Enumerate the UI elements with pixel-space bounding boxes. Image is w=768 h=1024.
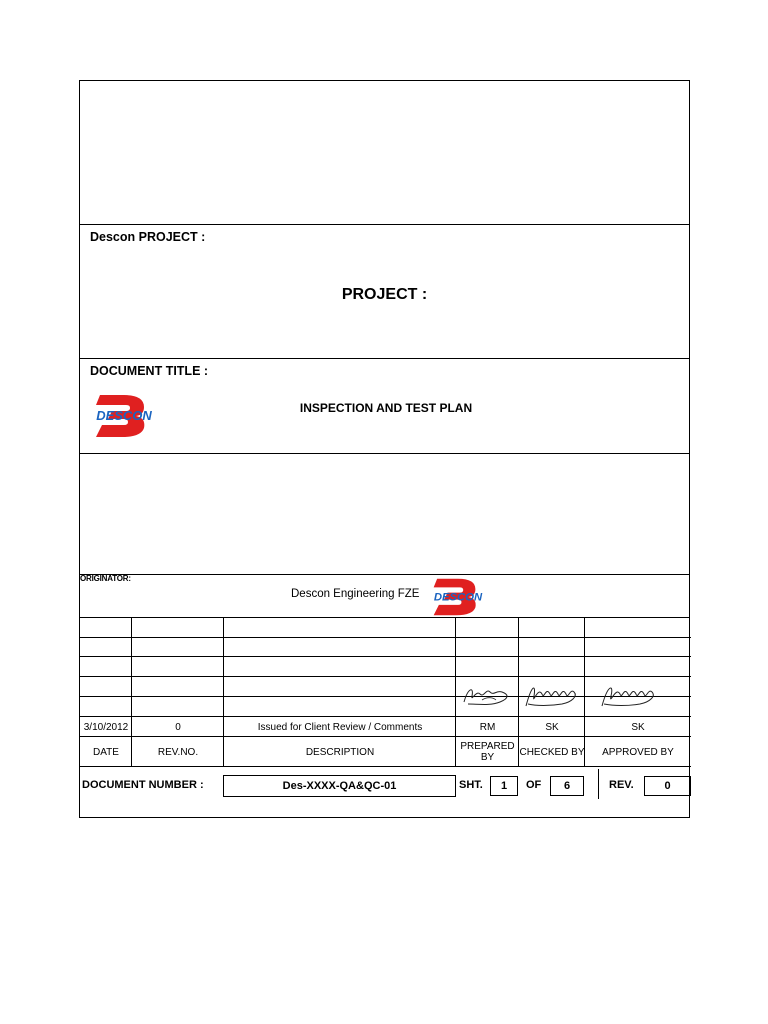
rev-approved-by: SK	[631, 721, 645, 733]
col-header-checked-by: CHECKED BY	[519, 746, 585, 758]
sheet-label: SHT.	[459, 779, 483, 791]
rev-value: 0	[644, 776, 691, 796]
descon-logo	[94, 393, 154, 439]
signature-prepared	[460, 680, 516, 712]
total-sheets: 6	[550, 776, 584, 796]
project-label: PROJECT :	[341, 286, 428, 303]
col-header-description: DESCRIPTION	[305, 746, 375, 758]
divider	[80, 224, 689, 225]
of-label: OF	[526, 779, 542, 791]
col-header-approved-by: APPROVED BY	[602, 746, 674, 758]
signature-approved	[598, 680, 660, 712]
rev-label: REV.	[609, 779, 634, 791]
document-cover-sheet	[79, 80, 690, 818]
rev-prepared-by: RM	[479, 721, 496, 733]
document-number-value: Des-XXXX-QA&QC-01	[223, 775, 456, 797]
rev-description: Issued for Client Review / Comments	[257, 721, 423, 733]
svg-text:DESCON: DESCON	[96, 408, 152, 423]
sheet-number: 1	[490, 776, 518, 796]
divider	[598, 769, 599, 799]
document-title: INSPECTION AND TEST PLAN	[299, 401, 473, 415]
descon-project-label: Descon PROJECT :	[90, 230, 206, 244]
rev-date: 3/10/2012	[83, 721, 129, 733]
divider	[80, 358, 689, 359]
signature-checked	[522, 680, 582, 712]
originator-label: ORIGINATOR:	[80, 574, 131, 583]
col-header-prepared-by: PREPARED BY	[460, 741, 515, 763]
rev-number: 0	[175, 721, 181, 733]
document-title-label: DOCUMENT TITLE :	[90, 364, 209, 378]
divider	[80, 453, 689, 454]
document-number-label: DOCUMENT NUMBER :	[82, 779, 204, 791]
svg-text:DESCON: DESCON	[433, 591, 483, 604]
originator-name: Descon Engineering FZE	[291, 588, 420, 600]
descon-logo	[430, 577, 486, 617]
col-header-rev-no: REV.NO.	[157, 746, 199, 758]
rev-checked-by: SK	[545, 721, 559, 733]
col-header-date: DATE	[93, 746, 119, 758]
divider	[80, 574, 689, 575]
